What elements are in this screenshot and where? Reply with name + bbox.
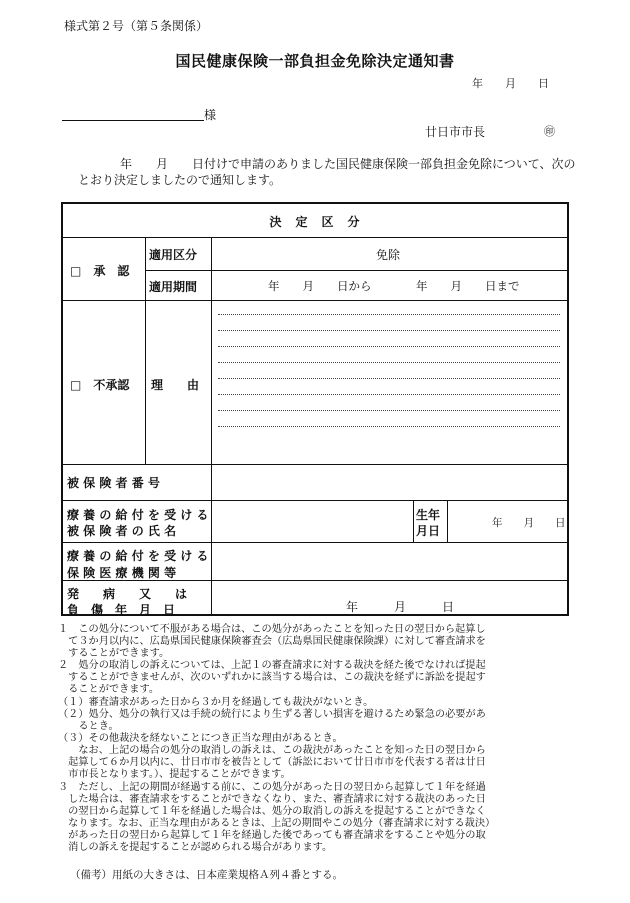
issuer-name: 廿日市市長 — [425, 125, 486, 139]
onset-date-value: 年 月 日 — [346, 600, 455, 614]
onset-label-1: 発 病 又 は — [67, 587, 188, 601]
table-rule — [447, 500, 448, 542]
note-line: することができませんが、次のいずれかに該当する場合は、この裁決を経ずに訴訟を提起す — [58, 672, 486, 683]
reason-line — [218, 314, 560, 315]
form-number: 様式第２号（第５条関係） — [64, 19, 209, 33]
note-line: の翌日から起算して１年を経過した場合は、処分の取消しの訴えを提起することができなく — [58, 806, 486, 817]
reason-line — [218, 394, 560, 395]
reason-line — [218, 346, 560, 347]
note-line: 起算して６か月以内に、廿日市市を被告として（訴訟において廿日市市を代表する者は廿日 — [58, 757, 486, 768]
note-line: （１）審査請求があった日から３か月を経過しても裁決がないとき。 — [58, 697, 374, 708]
note-line: （２）処分、処分の執行又は手続の続行により生ずる著しい損害を避けるため緊急の必要があ — [58, 709, 486, 720]
period-to: 年 月 日まで — [416, 279, 520, 293]
applicable-category-value: 免除 — [376, 248, 401, 262]
page-title: 国民健康保険一部負担金免除決定通知書 — [175, 52, 455, 70]
note-line: なお、上記の場合の処分の取消しの訴えは、この裁決があったことを知った日の翌日から — [58, 745, 486, 756]
table-rule — [211, 237, 212, 615]
recipient-name-label-2: 被 保 険 者 の 氏 名 — [67, 524, 177, 538]
table-rule — [63, 500, 567, 501]
table-rule — [63, 464, 567, 465]
birth-date-value: 年 月 日 — [492, 517, 566, 529]
table-rule — [145, 237, 146, 464]
table-rule — [145, 270, 567, 271]
applicable-period-label: 適用期間 — [149, 280, 198, 294]
note-line: 消しの訴えを提起することが認められる場合があります。 — [58, 842, 333, 853]
intro-line-1: 年 月 日付けで申請のありました国民健康保険一部負担金免除について、次の — [120, 157, 576, 171]
institution-label-2: 保 険 医 療 機 関 等 — [67, 566, 177, 580]
approve-checkbox-label: □ 承 認 — [70, 264, 130, 278]
remarks: （備考）用紙の大きさは、日本産業規格Ａ列４番とする。 — [70, 869, 343, 881]
note-line: があった日の翌日から起算して１年を経過した後であっても審査請求をすることや処分の取 — [58, 830, 486, 841]
reason-label: 理 由 — [151, 378, 200, 392]
intro-line-2: とおり決定しましたので通知します。 — [78, 173, 282, 187]
note-line: 市市長となります。）、提起することができます。 — [58, 769, 291, 780]
note-line: １ この処分について不服がある場合は、この処分があったことを知った日の翌日から起算し — [58, 624, 486, 635]
reason-line — [218, 330, 560, 331]
decision-header: 決 定 区 分 — [269, 215, 361, 229]
note-line: ることができます。 — [58, 684, 160, 695]
period-from: 年 月 日から — [268, 279, 372, 293]
note-line: るとき。 — [58, 721, 119, 732]
recipient-name-line — [62, 120, 204, 121]
note-line: て３か月以内に、広島県国民健康保険審査会（広島県国民健康保険課）に対して審査請求を — [58, 636, 486, 647]
seal-mark: ㊞ — [544, 125, 555, 138]
note-line: した場合は、審査請求をすることができなくなり、また、審査請求に対する裁決のあった日 — [58, 794, 486, 805]
table-rule — [63, 542, 567, 543]
reason-line — [218, 362, 560, 363]
birth-label-2: 月日 — [416, 524, 441, 538]
note-line: なります。なお、正当な理由があるときは、上記の期間やこの処分（審査請求に対する裁決） — [58, 818, 496, 829]
table-rule — [413, 500, 414, 542]
issue-date: 年 月 日 — [472, 77, 549, 90]
note-line: ２ 処分の取消しの訴えについては、上記１の審査請求に対する裁決を経た後でなければ提起 — [58, 660, 486, 671]
institution-label-1: 療 養 の 給 付 を 受 け る — [67, 549, 209, 563]
table-rule — [63, 237, 567, 238]
disapprove-checkbox-label: □ 不承認 — [70, 378, 130, 392]
reason-line — [218, 426, 560, 427]
birth-label-1: 生年 — [416, 508, 441, 522]
note-line: ３ ただし、上記の期間が経過する前に、この処分があった日の翌日から起算して１年を経過 — [58, 782, 486, 793]
recipient-name-label-1: 療 養 の 給 付 を 受 け る — [67, 508, 209, 522]
reason-line — [218, 410, 560, 411]
reason-line — [218, 378, 560, 379]
onset-label-2: 負 傷 年 月 日 — [67, 603, 176, 617]
applicable-category-label: 適用区分 — [149, 248, 198, 262]
note-line: （３）その他裁決を経ないことにつき正当な理由があるとき。 — [58, 733, 343, 744]
recipient-suffix: 様 — [204, 108, 217, 122]
table-rule — [63, 300, 567, 301]
note-line: することができます。 — [58, 648, 170, 659]
insured-number-label: 被 保 険 者 番 号 — [67, 476, 160, 490]
